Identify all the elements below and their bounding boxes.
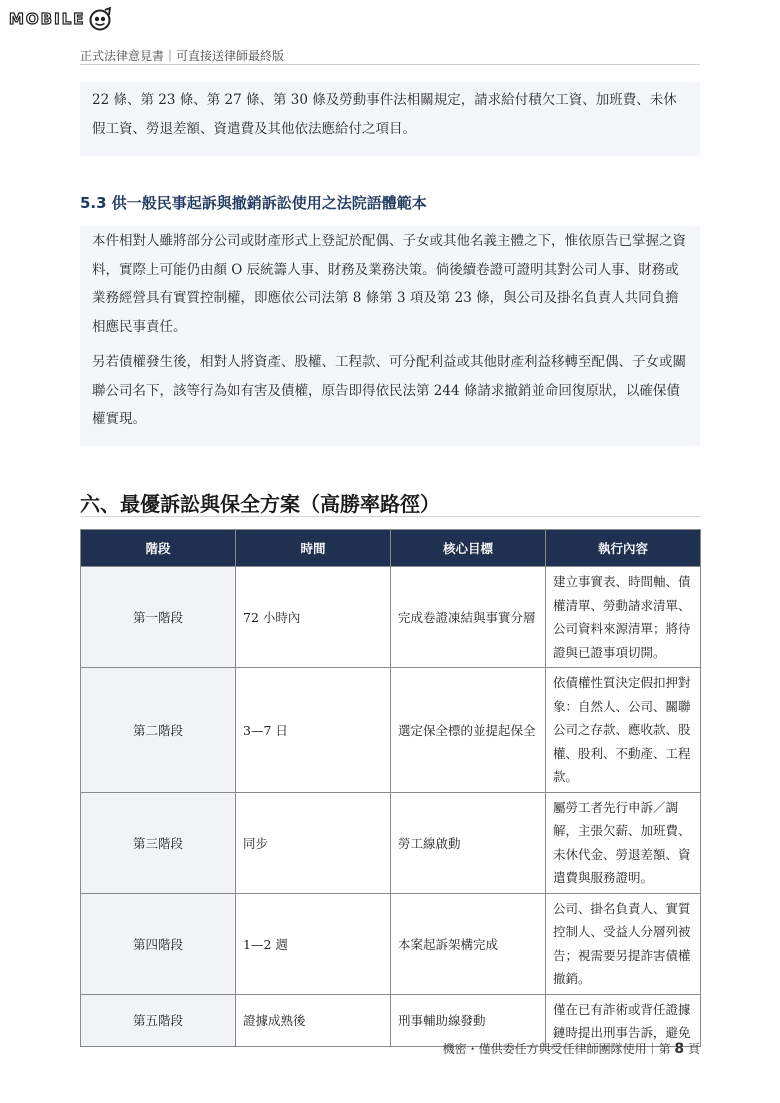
column-header-time: 時間 [236, 530, 391, 567]
court-template-box [80, 226, 700, 446]
template-paragraph-2: 另若債權發生後，相對人將資產、股權、工程款、可分配利益或其他財產利益移轉至配偶、子女或關聯公司名下，該等行為如有害及債權，原告即得依民法第 244 條請求撤銷並命回復原狀，以確保債權實現。 [92, 354, 686, 427]
continued-paragraph: 22 條、第 23 條、第 27 條、第 30 條及勞動事件法相關規定，請求給付積欠工資、加班費、未休假工資、勞退差額、資遣費及其他依法應給付之項目。 [92, 92, 677, 137]
table-row [81, 994, 701, 1046]
template-paragraph-1: 本件相對人雖將部分公司或財產形式上登記於配偶、子女或其他名義主體之下，惟依原告已掌握之資料，實際上可能仍由顏 O 辰統籌人事、財務及業務決策。倘後續卷證可證明其對公司人事、財務或業務經營具有實質控制權，即應依公司法第 8 條第 3 項及第 23 條，與公司及掛名負責人共同負擔相應民事責任。 [92, 233, 686, 335]
strategy-table [80, 529, 701, 1047]
footer-text: 機密・僅供委任方與受任律師團隊使用｜第 [442, 1042, 671, 1056]
logo-text: MOBILE [9, 10, 86, 28]
cell-exec: 僅在已有詐術或背任證據鏈時提出刑事告訴，避免 [553, 1001, 691, 1040]
cell-goal: 本案起訴架構完成 [391, 893, 546, 994]
page-footer [443, 1040, 700, 1057]
cell-time: 1—2 週 [236, 893, 391, 994]
page-number: 8 [674, 1041, 685, 1057]
cell-stage: 第一階段 [81, 567, 236, 668]
table-header-row [81, 530, 701, 567]
subsection-heading: 5.3 供一般民事起訴與撤銷訴訟使用之法院語體範本 [80, 194, 427, 212]
cell-stage: 第三階段 [81, 792, 236, 893]
logo-face-icon [89, 7, 113, 31]
column-header-stage: 階段 [81, 530, 236, 567]
cell-exec: 公司、掛名負責人、實質控制人、受益人分層列被告；視需要另提詐害債權撤銷。 [546, 893, 701, 994]
cell-goal: 勞工線啟動 [391, 792, 546, 893]
table-row [81, 893, 701, 994]
cell-time: 72 小時內 [236, 567, 391, 668]
table-row [81, 792, 701, 893]
cell-goal: 選定保全標的並提起保全 [391, 668, 546, 793]
cell-exec-container [546, 994, 701, 1046]
cell-goal: 刑事輔助線發動 [391, 994, 546, 1046]
column-header-goal: 核心目標 [391, 530, 546, 567]
section-divider [80, 516, 700, 517]
cell-time: 同步 [236, 792, 391, 893]
cell-exec: 建立事實表、時間軸、債權清單、勞動請求清單、公司資料來源清單；將待證與已證事項切開。 [546, 567, 701, 668]
table-row [81, 567, 701, 668]
cell-stage: 第二階段 [81, 668, 236, 793]
running-head: 正式法律意見書｜可直接送律師最終版 [80, 49, 285, 63]
cell-time: 3—7 日 [236, 668, 391, 793]
section-heading: 六、最優訴訟與保全方案（高勝率路徑） [80, 492, 440, 516]
continued-text-box [80, 82, 700, 156]
cell-stage: 第五階段 [81, 994, 236, 1046]
mobile01-logo [9, 6, 113, 32]
header-divider [80, 64, 700, 65]
footer-suffix: 頁 [687, 1042, 700, 1056]
cell-stage: 第四階段 [81, 893, 236, 994]
table-row [81, 668, 701, 793]
cell-goal: 完成卷證凍結與事實分層 [391, 567, 546, 668]
cell-exec: 依債權性質決定假扣押對象：自然人、公司、關聯公司之存款、應收款、股權、股利、不動產、工程款。 [546, 668, 701, 793]
column-header-exec: 執行內容 [546, 530, 701, 567]
cell-exec: 屬勞工者先行申訴／調解，主張欠薪、加班費、未休代金、勞退差額、資遣費與服務證明。 [546, 792, 701, 893]
cell-time: 證據成熟後 [236, 994, 391, 1046]
